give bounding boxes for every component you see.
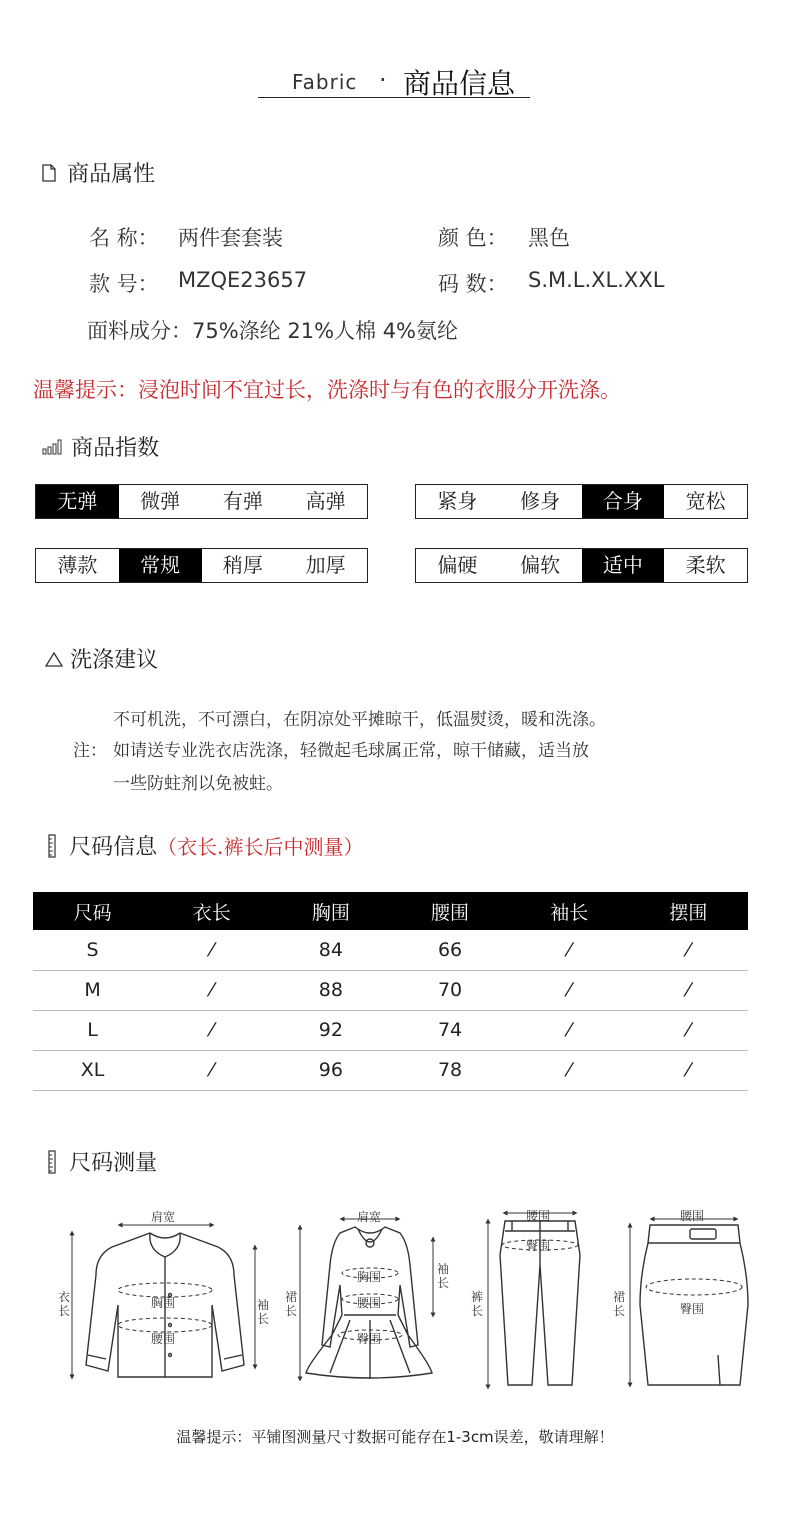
skirt-hip-label: 臀围 (680, 1302, 705, 1316)
table-cell: 66 (390, 930, 509, 970)
attr-style-key: 款 号： (89, 272, 159, 296)
blouse-length-label: 衣长 (57, 1290, 70, 1318)
measure-heading (48, 1146, 157, 1177)
header-title: 商品信息 (403, 67, 516, 100)
table-cell: 84 (271, 930, 390, 970)
header-dot: · (379, 66, 387, 94)
table-row (33, 970, 748, 1010)
attr-name-value: 两件套套装 (178, 226, 283, 250)
blouse-shoulder-label: 肩宽 (151, 1210, 176, 1224)
blouse-sleeve-label: 袖长 (256, 1298, 269, 1326)
size-table-column-header: 袖长 (510, 892, 629, 930)
index-option: 适中 (582, 549, 665, 582)
index-option: 稍厚 (222, 553, 263, 577)
table-cell: L (33, 1010, 152, 1050)
size-table-column-header: 腰围 (390, 892, 509, 930)
index-option: 常规 (119, 549, 202, 582)
index-option: 宽松 (685, 489, 726, 513)
wash-title: 洗涤建议 (70, 648, 159, 673)
index-option: 有弹 (222, 489, 263, 513)
size-info-title: 尺码信息 (69, 835, 158, 860)
footer-tip: 温馨提示：平铺图测量尺寸数据可能存在1-3cm误差，敬请理解！ (176, 1428, 614, 1446)
thickness-scale (35, 548, 368, 583)
table-cell: 70 (390, 970, 509, 1010)
elasticity-scale (35, 484, 368, 519)
ruler-icon (48, 1150, 58, 1174)
index-heading (42, 431, 159, 462)
size-table-column-header: 摆围 (629, 892, 748, 930)
size-info-heading (48, 830, 363, 861)
blouse-waist-label: 腰围 (151, 1332, 176, 1346)
table-cell: 74 (390, 1010, 509, 1050)
table-row (33, 1050, 748, 1090)
table-cell: ⁄ (152, 1050, 271, 1090)
dress-sleeve-label: 袖长 (436, 1262, 449, 1290)
table-cell: ⁄ (510, 970, 629, 1010)
table-row (33, 1010, 748, 1050)
index-option: 微弹 (140, 489, 181, 513)
wash-line-2: 如请送专业洗衣店洗涤，轻微起毛球属正常，晾干储藏，适当放 (113, 741, 589, 761)
index-title: 商品指数 (71, 436, 160, 461)
wash-note-label: 注： (73, 741, 107, 761)
wash-line-1: 不可机洗，不可漂白，在阴凉处平摊晾干，低温熨烫，暖和洗涤。 (113, 710, 606, 730)
table-cell: ⁄ (152, 1010, 271, 1050)
skirt-length-label: 裙长 (612, 1290, 625, 1318)
table-cell: 96 (271, 1050, 390, 1090)
attr-size-key: 码 数： (438, 272, 508, 296)
table-cell: S (33, 930, 152, 970)
attr-name-key: 名 称： (89, 226, 159, 250)
size-info-subtitle: （衣长.裤长后中测量） (157, 835, 364, 859)
size-table-header (33, 892, 748, 930)
pants-waist-label: 腰围 (526, 1209, 551, 1223)
softness-scale (415, 548, 748, 583)
table-cell: XL (33, 1050, 152, 1090)
size-table-column-header: 尺码 (33, 892, 152, 930)
measurement-diagrams (0, 1195, 790, 1405)
size-table-column-header: 胸围 (271, 892, 390, 930)
dress-waist-label: 腰围 (357, 1296, 382, 1310)
table-cell: ⁄ (629, 1050, 748, 1090)
ruler-icon (48, 834, 58, 858)
index-option: 偏硬 (437, 553, 478, 577)
index-option: 薄款 (57, 553, 98, 577)
attributes-heading (42, 157, 155, 188)
index-option: 紧身 (437, 489, 478, 513)
size-table-column-header: 衣长 (152, 892, 271, 930)
index-option: 无弹 (36, 485, 119, 518)
table-cell: ⁄ (510, 930, 629, 970)
attr-color-key: 颜 色： (438, 226, 508, 250)
blouse-chest-label: 胸围 (151, 1296, 176, 1310)
size-table (33, 892, 748, 1091)
index-option: 合身 (582, 485, 665, 518)
document-icon (42, 164, 56, 182)
measure-title: 尺码测量 (69, 1151, 158, 1176)
table-cell: ⁄ (510, 1010, 629, 1050)
table-cell: 78 (390, 1050, 509, 1090)
attr-color-value: 黑色 (528, 226, 570, 250)
attr-style-value: MZQE23657 (178, 268, 308, 292)
page-header (258, 62, 530, 98)
table-cell: 88 (271, 970, 390, 1010)
index-option: 偏软 (520, 553, 561, 577)
dress-chest-label: 胸围 (357, 1270, 382, 1284)
index-option: 高弹 (305, 489, 346, 513)
table-cell: M (33, 970, 152, 1010)
header-en: Fabric (292, 70, 358, 94)
fit-scale (415, 484, 748, 519)
table-row (33, 930, 748, 970)
wash-heading (45, 643, 158, 674)
index-option: 柔软 (685, 553, 726, 577)
table-cell: 92 (271, 1010, 390, 1050)
table-cell: ⁄ (510, 1050, 629, 1090)
attr-size-value: S.M.L.XL.XXL (528, 268, 665, 292)
wash-line-3: 一些防蛀剂以免被蛀。 (113, 774, 283, 794)
table-cell: ⁄ (152, 930, 271, 970)
attributes-title: 商品属性 (67, 162, 156, 187)
pants-length-label: 裤长 (470, 1290, 483, 1318)
skirt-waist-label: 腰围 (680, 1209, 705, 1223)
triangle-icon (45, 651, 63, 667)
table-cell: ⁄ (629, 970, 748, 1010)
dress-shoulder-label: 肩宽 (357, 1210, 382, 1224)
dress-hip-label: 臀围 (357, 1332, 382, 1346)
table-cell: ⁄ (152, 970, 271, 1010)
warm-tip: 温馨提示：浸泡时间不宜过长，洗涤时与有色的衣服分开洗涤。 (33, 378, 621, 402)
dress-length-label: 裙长 (284, 1290, 297, 1318)
table-cell: ⁄ (629, 1010, 748, 1050)
pants-hip-label: 臀围 (526, 1239, 551, 1253)
index-option: 加厚 (305, 553, 346, 577)
attr-fabric: 面料成分：75%涤纶 21%人棉 4%氨纶 (87, 319, 459, 343)
index-option: 修身 (520, 489, 561, 513)
bar-chart-icon (42, 439, 62, 455)
table-cell: ⁄ (629, 930, 748, 970)
